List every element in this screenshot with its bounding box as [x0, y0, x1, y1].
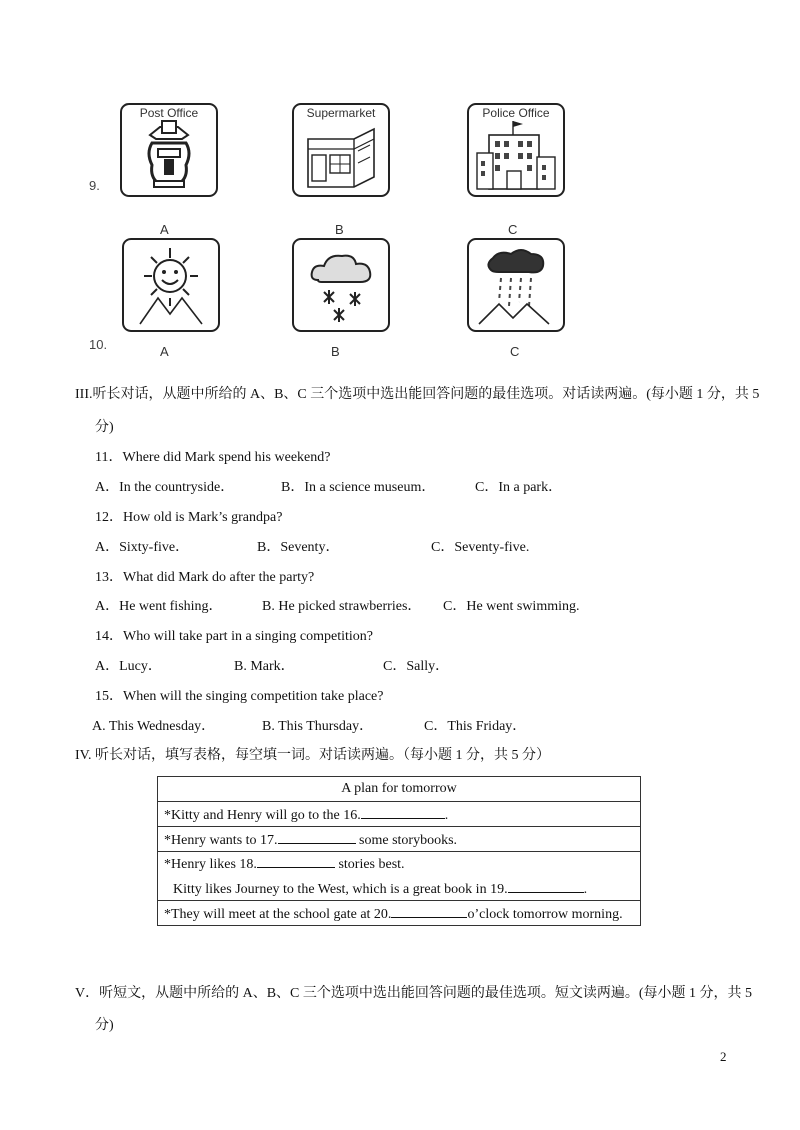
- page-number: 2: [720, 1049, 727, 1064]
- blank-16[interactable]: [361, 805, 445, 819]
- q14-option-a: A．Lucy．: [95, 659, 162, 674]
- plan-row-20-end: o’clock tomorrow morning.: [467, 906, 623, 922]
- rainy-picture: [467, 238, 565, 332]
- q12-option-b: B．Seventy．: [257, 540, 340, 555]
- section-3-heading-cont: 分): [95, 420, 114, 435]
- plan-row-20: [158, 901, 641, 926]
- plan-row-18-19: [158, 852, 641, 901]
- post-office-caption: Post Office: [139, 106, 199, 120]
- q9-option-c-letter: C: [508, 222, 518, 237]
- question-11: 11．Where did Mark spend his weekend?: [95, 450, 331, 465]
- plan-table: [157, 776, 641, 926]
- q9-option-a-letter: A: [160, 222, 169, 237]
- q11-option-a: A．In the countryside．: [95, 480, 235, 495]
- blank-17[interactable]: [278, 830, 356, 844]
- question-14: 14．Who will take part in a singing competition?: [95, 629, 373, 644]
- post-office-picture: [120, 103, 218, 197]
- blank-18[interactable]: [257, 854, 335, 868]
- section-4-heading: IV. 听长对话，填写表格，每空填一词。对话读两遍。（每小题 1 分，共 5 分）: [75, 748, 550, 763]
- snowy-weather-icon: [294, 240, 388, 330]
- blank-20[interactable]: [391, 904, 467, 918]
- q12-option-c: C．Seventy-five.: [431, 540, 530, 555]
- q15-option-a: A. This Wednesday．: [92, 719, 216, 734]
- rainy-weather-icon: [469, 240, 563, 330]
- police-office-picture: [467, 103, 565, 197]
- plan-row-18-text: *Henry likes 18.: [164, 857, 257, 872]
- q14-option-c: C．Sally．: [383, 659, 450, 674]
- q9-option-b-letter: B: [335, 222, 344, 237]
- q15-option-c: C．This Friday．: [424, 719, 527, 734]
- q12-option-a: A．Sixty-five．: [95, 540, 190, 555]
- police-office-caption: Police Office: [482, 106, 550, 120]
- question-15: 15．When will the singing competition take place?: [95, 689, 384, 704]
- q10-option-a-letter: A: [160, 344, 169, 359]
- q14-option-b: B. Mark．: [234, 659, 295, 674]
- section-5-heading-cont: 分): [95, 1018, 114, 1033]
- q13-option-c: C．He went swimming.: [443, 599, 580, 614]
- question-12: 12．How old is Mark’s grandpa?: [95, 510, 283, 525]
- plan-row-17-text: *Henry wants to 17.: [164, 832, 278, 848]
- blank-19[interactable]: [508, 879, 584, 893]
- section-3-heading: III.听长对话，从题中所给的 A、B、C 三个选项中选出能回答问题的最佳选项。对话读两遍。(每小题 1 分，共 5: [75, 387, 760, 402]
- q11-option-c: C．In a park．: [475, 480, 563, 495]
- plan-row-17: [158, 827, 641, 852]
- question-10-number: 10.: [89, 337, 108, 352]
- q13-option-a: A．He went fishing．: [95, 599, 223, 614]
- question-13: 13．What did Mark do after the party?: [95, 570, 315, 585]
- q10-option-b-letter: B: [331, 344, 340, 359]
- question-9-number: 9.: [89, 178, 100, 193]
- plan-row-19-end: .: [583, 882, 588, 897]
- plan-row-20-text: *They will meet at the school gate at 20.: [164, 906, 392, 922]
- q13-option-b: B. He picked strawberries．: [262, 599, 422, 614]
- plan-row-16: [158, 802, 641, 827]
- plan-row-18-end: stories best.: [334, 857, 405, 872]
- q15-option-b: B. This Thursday．: [262, 719, 374, 734]
- plan-row-17-end: some storybooks.: [355, 832, 458, 848]
- plan-row-16-end: .: [444, 807, 449, 823]
- snowy-picture: [292, 238, 390, 332]
- sunny-picture: [122, 238, 220, 332]
- supermarket-caption: Supermarket: [306, 106, 376, 120]
- plan-row-16-text: *Kitty and Henry will go to the 16.: [164, 807, 361, 823]
- plan-table-title: A plan for tomorrow: [158, 777, 641, 802]
- q10-option-c-letter: C: [510, 344, 520, 359]
- sunny-weather-icon: [124, 240, 218, 330]
- supermarket-picture: [292, 103, 390, 197]
- plan-row-19-text: Kitty likes Journey to the West, which is a great book in 19.: [173, 882, 508, 897]
- section-5-heading: V．听短文，从题中所给的 A、B、C 三个选项中选出能回答问题的最佳选项。短文读两遍。(每小题 1 分，共 5: [75, 986, 753, 1001]
- q11-option-b: B．In a science museum．: [281, 480, 436, 495]
